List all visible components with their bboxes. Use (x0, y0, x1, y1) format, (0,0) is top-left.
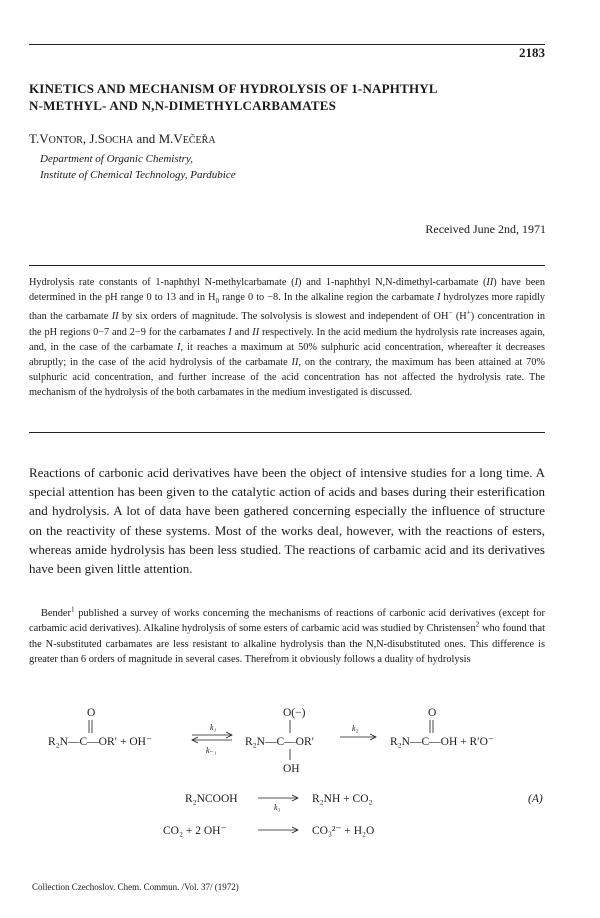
carbonyl-oxygen-2: O (428, 707, 437, 719)
title-line-2: N-METHYL- AND N,N-DIMETHYLCARBAMATES (29, 98, 337, 113)
reference-1: 1 (71, 605, 75, 614)
intermediate-hydroxyl: OH (283, 763, 300, 775)
abstract-bottom-rule (29, 432, 545, 433)
intro-paragraph: Reactions of carbonic acid derivatives have been the object of intensive studies for a long time. A special attention has been given to the catalytic action of acids and bases during their esterification and hydrolysis. A lot of data have been gathered concerning especially the influence of structure on the reactivity of these systems. Most of the works deal, however, with the reactions of esters, whereas amide hydrolysis has been less studied. The reactions of carbamic acid and its derivatives have been given little attention. (29, 465, 545, 577)
affiliation: Department of Organic Chemistry, Institute of Chemical Technology, Pardubice (40, 153, 236, 181)
intermediate-oxyanion: O(−) (283, 707, 306, 719)
authors: T.VONTOR, J.SOCHA and M.VEČEŘA (29, 131, 216, 146)
author-initial: M.V (158, 131, 183, 146)
abstract: Hydrolysis rate constants of 1-naphthyl N-methylcarbamate (I) and 1-naphthyl N,N-dimethyl-carbamate (II) have been determined in the pH range 0 to 13 and in $H_0$ range 0 to −8. In the alkaline region the carbamate I hydrolyzes more rapidly than the carbamate II by six orders of magnitude. The solvolysis is slowest and independent of OH− (H+) concentration in the pH regions 0−7 and 2−9 for the carbamates I and II respectively. In the acid medium the hydrolysis rate increases again, and, in the case of the carbamate I, it reaches a maximum at 50% sulphuric acid concentration, whereafter it decreases abruptly; in the case of the acid hydrolysis of the carbamate II, on the contrary, the maximum has been attained at 70% sulphuric acid concentration, and further increase of the acid concentration has not affected the hydrolysis rate. The mechanism of the hydrolysis of the both carbamates in the medium investigated is discussed. (29, 277, 546, 399)
rate-constant-k3: k₃ (274, 803, 281, 812)
top-rule (29, 44, 545, 45)
body-paragraph: Bender$^1$ published a survey of works concerning the mechanisms of reactions of carbonic acid derivatives (except for carbamic acid derivatives). Alkaline hydrolysis of some esters of carbamic acid was studied by Christensen$^2$ who found that the N-substituted carbamates are less resistant to alkaline hydrolysis than the N,N-disubstituted ones. This difference is greater than 6 orders of magnitude in several cases. Therefrom it obviously follows a duality of hydrolysis (29, 605, 545, 666)
reactant-formula: R₂N—C—OR′ + OH⁻ (48, 736, 153, 748)
reference-2: 2 (475, 620, 480, 629)
carbonate-water: CO₃²⁻ + H₂O (312, 825, 375, 837)
carbonyl-oxygen-1: O (87, 707, 96, 719)
reaction-scheme (0, 700, 600, 880)
page-number: 2183 (519, 45, 545, 60)
product-formula: R₂N—C—OH + R′O⁻ (390, 736, 495, 748)
abstract-top-rule (29, 265, 545, 266)
received-date: Received June 2nd, 1971 (425, 222, 546, 236)
author-surname: ONTOR (48, 135, 83, 146)
author-initial: T.V (29, 131, 49, 146)
author-surname: OCHA (104, 135, 134, 146)
equation-label: (A) (528, 793, 543, 805)
journal-footer: Collection Czechoslov. Chem. Commun. /Vol. 37/ (1972) (32, 882, 239, 892)
author-initial: J.S (89, 131, 105, 146)
decomposition-products: R₂NH + CO₂ (312, 793, 373, 805)
article-title (29, 80, 549, 114)
rate-constant-k2: k₂ (352, 724, 359, 733)
carbamic-acid: R₂NCOOH (185, 793, 238, 805)
intermediate-formula: R₂N—C—OR′ (245, 736, 315, 748)
rate-constant-k-1: k₋₁ (206, 746, 217, 755)
author-surname: EČEŘA (182, 135, 216, 146)
rate-constant-k1: k₁ (210, 723, 217, 732)
carbon-dioxide-hydroxide: CO₂ + 2 OH⁻ (163, 825, 227, 837)
title-line-1: KINETICS AND MECHANISM OF HYDROLYSIS OF 1-NAPHTHYL (29, 81, 438, 96)
